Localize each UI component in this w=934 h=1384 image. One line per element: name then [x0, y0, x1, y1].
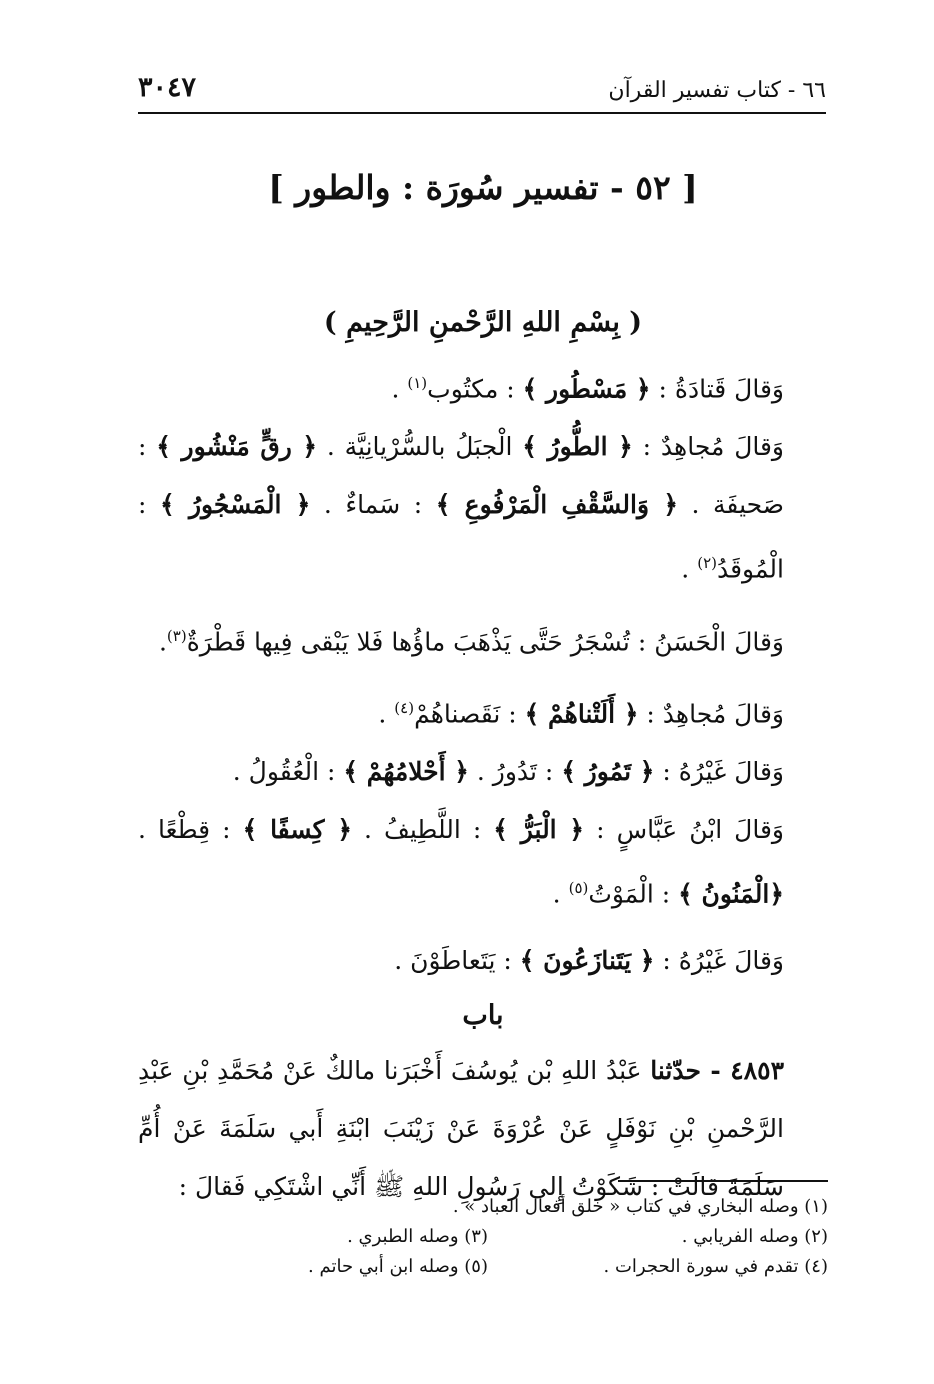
footnote-5: (٥) وصله ابن أبي حاتم . [308, 1256, 488, 1277]
paragraph-ibn-abbas [138, 801, 828, 923]
quran-word: ﴿ رقٍّ مَنْشُور ﴾ [156, 432, 318, 462]
quran-word: ﴿ مَسْطُور ﴾ [522, 374, 651, 404]
text-run: . [158, 626, 167, 656]
quran-word: ﴿ وَالسَّقْفِ الْمَرْفُوعِ ﴾ [435, 490, 678, 520]
quran-word: ﴿ أَحْلامُهُمْ ﴾ [343, 757, 469, 787]
footnote-divider [618, 1180, 828, 1182]
running-head: ٦٦ - كتاب تفسير القرآن [608, 78, 826, 103]
text-run: : قِطْعًا . [138, 815, 243, 845]
text-run: : مكتُوب [427, 374, 523, 404]
footnote-1: (١) وصله البخاري في كتاب « خلق أفعال العباد » . [452, 1196, 828, 1217]
quran-word: ﴿ تَمُورُ ﴾ [561, 757, 655, 787]
text-run: وَقالَ الْحَسَنُ : تُسْجَرُ حَتَّى يَذْهَبَ ماؤُها فَلا يَبْقى فِيها قَطْرَةٌ [186, 626, 784, 656]
footnote-ref: (٢) [697, 554, 717, 573]
quran-word: ﴿ الطُّورُ ﴾ [522, 432, 633, 462]
footnote-ref: (٥) [568, 879, 589, 898]
text-run: : تَدُورُ . [468, 757, 562, 787]
quran-word: ﴿ أَلَتْناهُمْ ﴾ [524, 699, 639, 729]
text-run: . [391, 374, 408, 404]
footnote-row [138, 1222, 828, 1252]
footnote-4: (٤) تقدم في سورة الحجرات . [603, 1256, 828, 1277]
paragraph-mujahid-2 [138, 679, 828, 743]
text-run: وَقالَ مُجاهِدٌ : [638, 699, 784, 729]
surah-title: [ ٥٢ - تفسير سُورَة : والطور ] [268, 168, 698, 207]
quran-word: ﴿ يَتَنازَعُونَ ﴾ [519, 945, 655, 975]
text-run: . [552, 879, 569, 909]
text-run: الْجبَلُ بالسُّرْيانِيَّة . [317, 432, 523, 462]
text-run: : الْمُوقَدُ [138, 490, 784, 584]
basmala: ( بِسْمِ اللهِ الرَّحْمنِ الرَّحِيمِ ) [323, 307, 643, 338]
footnote-ref: (٤) [394, 698, 415, 717]
page-number: ٣٠٤٧ [138, 72, 197, 103]
text-run: : نَقَصناهُمْ [414, 699, 525, 729]
text-run: وَقالَ غَيْرُهُ : [654, 757, 784, 787]
text-run: وَقالَ غَيْرُهُ : [654, 945, 784, 975]
text-run: : الْعُقُولُ . [232, 757, 344, 787]
text-run: : سَماءٌ . [310, 490, 436, 520]
quran-word: ﴿ كِسفًا ﴾ [242, 815, 352, 845]
footnote-row [138, 1252, 828, 1282]
quran-word: ﴿الْمَنُونُ ﴾ [678, 879, 784, 909]
text-run: : يَتَعاطَوْنَ . [394, 945, 520, 975]
footnote-ref: (٣) [166, 626, 187, 645]
quran-word: ﴿ الْبَرُّ ﴾ [493, 815, 585, 845]
quran-word: ﴿ الْمَسْجُورُ ﴾ [159, 490, 311, 520]
paragraph-others-2 [138, 932, 828, 990]
footnote-2: (٢) وصله الفريابي . [681, 1226, 828, 1247]
text-run: : صَحيفَة . [138, 432, 784, 520]
paragraph-others [138, 743, 828, 801]
text-run: وَقالَ ابْنُ عَبَّاسٍ : [584, 815, 784, 845]
hadith-text: عَبْدُ اللهِ بْن يُوسُفَ أَخْبَرَنا مالكٌ عَنْ مُحَمَّدِ بْنِ عَبْدِ الرَّحْمنِ بْنِ نَوْفَلٍ عَنْ عُرْوَةَ عَنْ زَيْنَبَ ابْنَةِ أَبي سَلَمَةَ عَنْ أُمِّ سَلَمَةَ قالَتْ : شَكَوْتُ إِلى رَسُولِ اللهِ ﷺ أَنِّي اشْتَكِي فَقالَ : [138, 1055, 784, 1201]
hadith-number: ٤٨٥٣ - حدّثنا [650, 1055, 784, 1085]
text-run: . [378, 699, 395, 729]
text-run: . [681, 554, 698, 584]
page-header [138, 68, 826, 114]
footnote-3: (٣) وصله الطبري . [347, 1226, 488, 1247]
text-run: : الْمَوْتُ [588, 879, 679, 909]
paragraph-hasan [138, 607, 828, 671]
paragraph-mujahid [138, 418, 828, 598]
paragraph-qatada [138, 354, 828, 418]
text-run: وَقالَ مُجاهِدٌ : [632, 432, 784, 462]
text-run: وَقالَ قَتادَةُ : [650, 374, 784, 404]
page-content [138, 160, 828, 1216]
footnote-row [138, 1192, 828, 1222]
chapter-heading: باب [462, 999, 504, 1031]
footnotes [138, 1180, 828, 1282]
footnote-ref: (١) [407, 374, 428, 392]
text-run: : اللَّطِيفُ . [351, 815, 494, 845]
